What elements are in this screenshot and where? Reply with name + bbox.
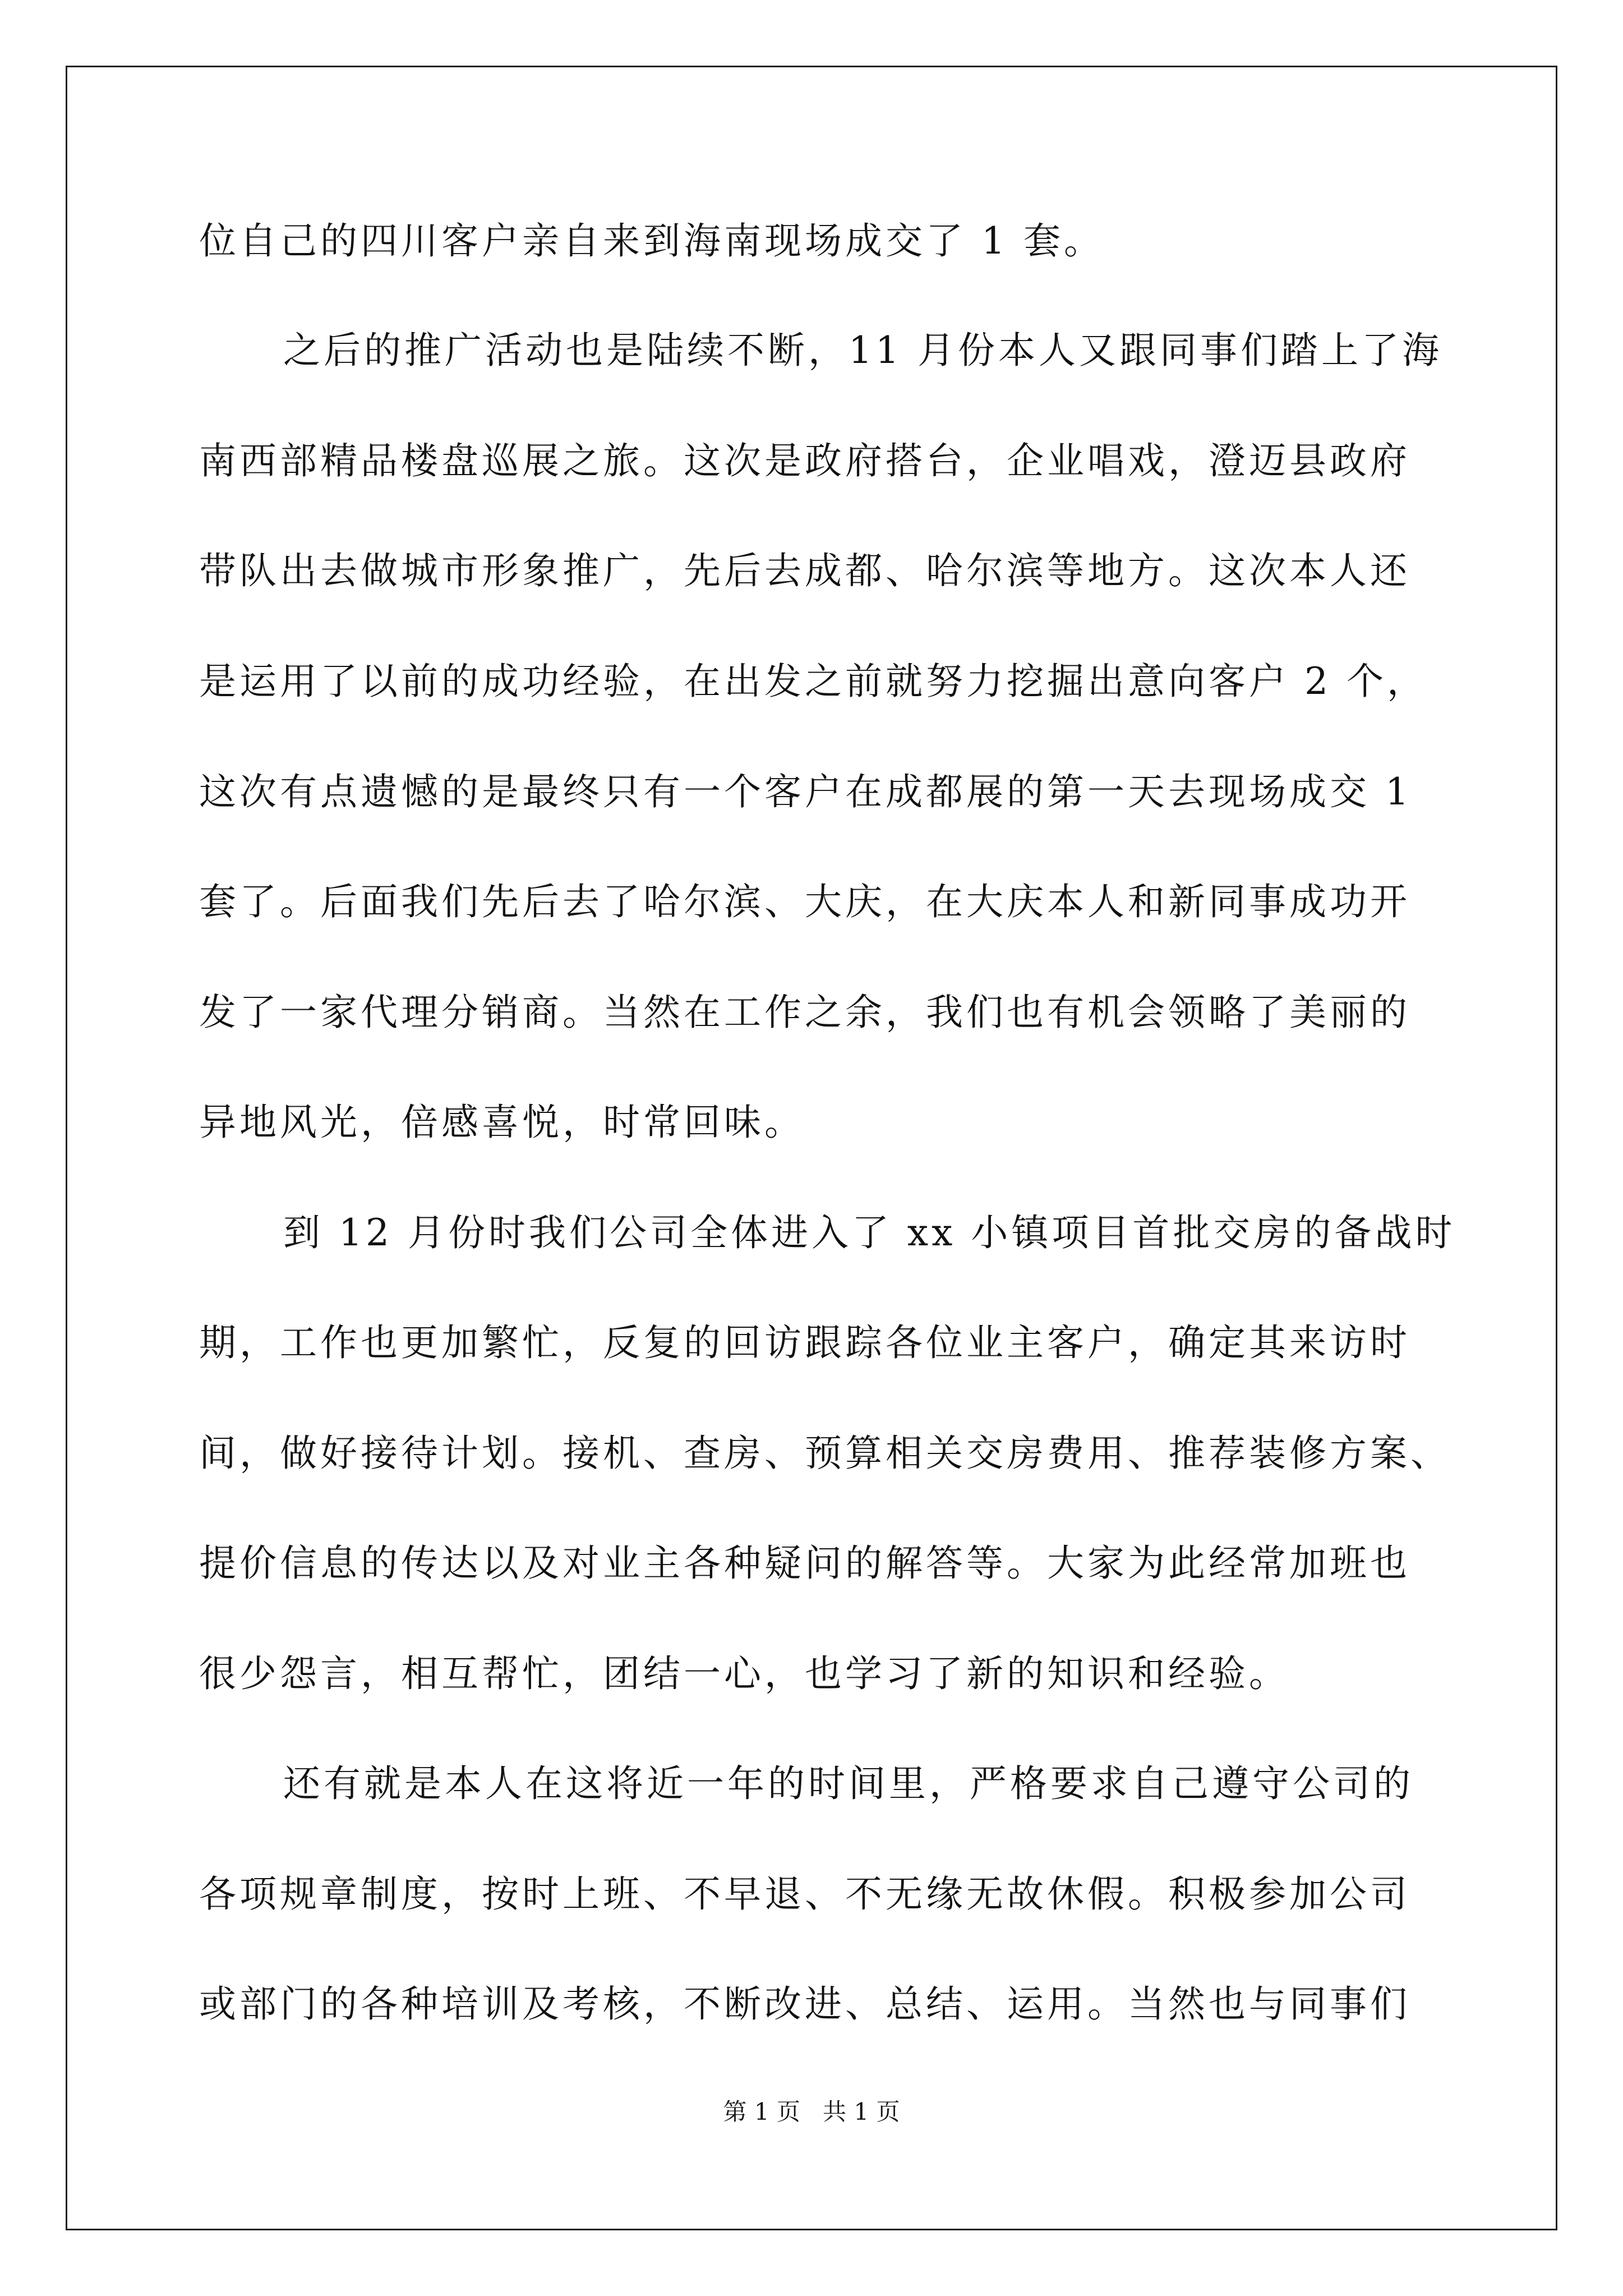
text-line: 或部门的各种培训及考核，不断改进、总结、运用。当然也与同事们 [199,1982,1410,2026]
text-line: 到 12 月份时我们公司全体进入了 xx 小镇项目首批交房的备战时 [283,1211,1456,1254]
text-line: 各项规章制度，按时上班、不早退、不无缘无故休假。积极参加公司 [199,1872,1410,1916]
text-line: 间，做好接待计划。接机、查房、预算相关交房费用、推荐装修方案、 [199,1432,1451,1475]
text-line: 位自己的四川客户亲自来到海南现场成交了 1 套。 [199,219,1104,263]
page-footer: 第 1 页 共 1 页 [723,2098,900,2125]
text-line: 套了。后面我们先后去了哈尔滨、大庆，在大庆本人和新同事成功开 [199,880,1410,923]
text-line: 这次有点遗憾的是最终只有一个客户在成都展的第一天去现场成交 1 [199,770,1412,813]
text-line: 还有就是本人在这将近一年的时间里，严格要求自己遵守公司的 [283,1762,1414,1805]
text-line: 提价信息的传达以及对业主各种疑问的解答等。大家为此经常加班也 [199,1542,1410,1585]
text-line: 很少怨言，相互帮忙，团结一心，也学习了新的知识和经验。 [199,1652,1289,1695]
text-line: 之后的推广活动也是陆续不断，11 月份本人又跟同事们踏上了海 [283,329,1442,372]
text-line: 期，工作也更加繁忙，反复的回访跟踪各位业主客户，确定其来访时 [199,1321,1410,1364]
text-line: 南西部精品楼盘巡展之旅。这次是政府搭台，企业唱戏，澄迈县政府 [199,439,1410,482]
text-line: 带队出去做城市形象推广，先后去成都、哈尔滨等地方。这次本人还 [199,549,1410,592]
text-line: 发了一家代理分销商。当然在工作之余，我们也有机会领略了美丽的 [199,991,1410,1034]
text-line: 异地风光，倍感喜悦，时常回味。 [199,1101,805,1144]
text-line: 是运用了以前的成功经验，在出发之前就努力挖掘出意向客户 2 个， [199,660,1427,703]
